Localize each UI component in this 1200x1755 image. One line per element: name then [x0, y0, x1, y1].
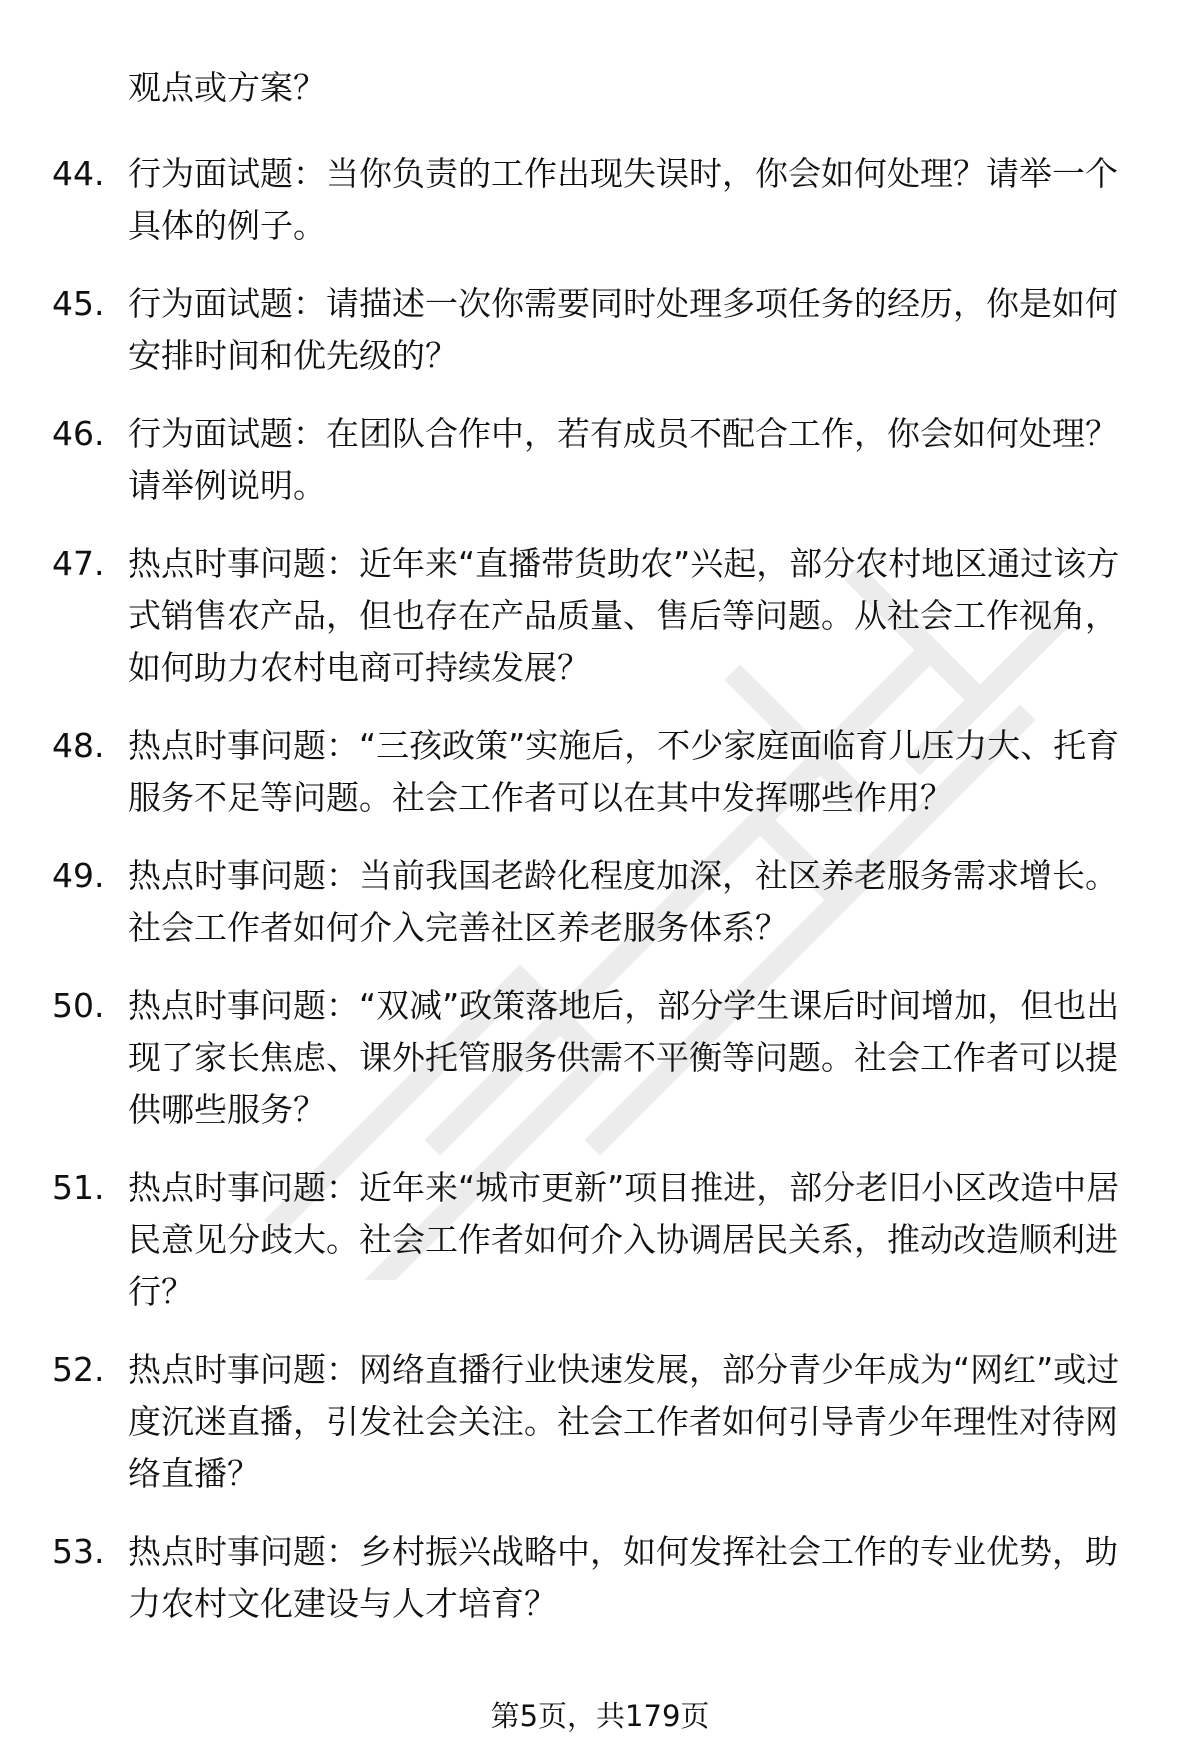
question-number: 51. — [52, 1168, 105, 1207]
continuation-line: 观点或方案？ — [128, 68, 326, 107]
question-text: 行为面试题：当你负责的工作出现失误时，你会如何处理？请举一个具体的例子。 — [128, 154, 1118, 245]
question-text: 热点时事问题：当前我国老龄化程度加深，社区养老服务需求增长。社会工作者如何介入完善社区养老服务体系？ — [128, 856, 1118, 947]
list-item — [52, 148, 1152, 252]
question-number: 48. — [52, 726, 105, 765]
question-number: 52. — [52, 1350, 105, 1389]
list-item — [52, 1344, 1152, 1500]
question-number: 49. — [52, 856, 105, 895]
list-item — [52, 1162, 1152, 1318]
question-number: 46. — [52, 414, 105, 453]
list-item — [52, 720, 1152, 824]
question-number: 44. — [52, 154, 105, 193]
question-text: 行为面试题：请描述一次你需要同时处理多项任务的经历，你是如何安排时间和优先级的？ — [128, 284, 1118, 375]
list-item — [52, 538, 1152, 694]
question-text: 热点时事问题：网络直播行业快速发展，部分青少年成为“网红”或过度沉迷直播，引发社会关注。社会工作者如何引导青少年理性对待网络直播？ — [128, 1350, 1120, 1493]
question-number: 45. — [52, 284, 105, 323]
question-text: 热点时事问题：乡村振兴战略中，如何发挥社会工作的专业优势，助力农村文化建设与人才培育？ — [128, 1532, 1118, 1623]
question-number: 53. — [52, 1532, 105, 1571]
page-footer: 第5页，共179页 — [490, 1699, 710, 1733]
question-text: 热点时事问题：近年来“城市更新”项目推进，部分老旧小区改造中居民意见分歧大。社会工作者如何介入协调居民关系，推动改造顺利进行？ — [128, 1168, 1120, 1311]
question-list — [52, 148, 1152, 1656]
list-item — [52, 1526, 1152, 1630]
question-text: 热点时事问题：“三孩政策”实施后，不少家庭面临育儿压力大、托育服务不足等问题。社会工作者可以在其中发挥哪些作用？ — [128, 726, 1120, 817]
question-text: 行为面试题：在团队合作中，若有成员不配合工作，你会如何处理？请举例说明。 — [128, 414, 1118, 505]
question-text: 热点时事问题：“双减”政策落地后，部分学生课后时间增加，但也出现了家长焦虑、课外托管服务供需不平衡等问题。社会工作者可以提供哪些服务？ — [128, 986, 1120, 1129]
question-number: 50. — [52, 986, 105, 1025]
list-item — [52, 850, 1152, 954]
list-item — [52, 278, 1152, 382]
list-item — [52, 980, 1152, 1136]
question-text: 热点时事问题：近年来“直播带货助农”兴起，部分农村地区通过该方式销售农产品，但也存在产品质量、售后等问题。从社会工作视角，如何助力农村电商可持续发展？ — [128, 544, 1120, 687]
question-number: 47. — [52, 544, 105, 583]
list-item — [52, 408, 1152, 512]
